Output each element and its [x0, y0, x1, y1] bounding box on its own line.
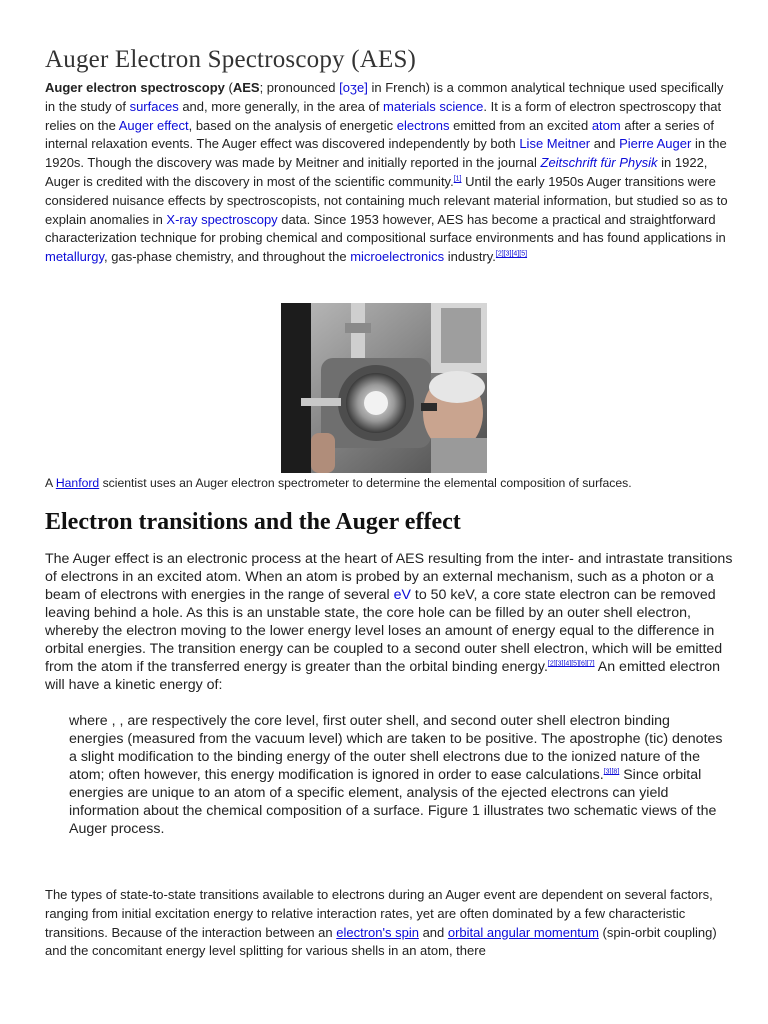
reference: [604, 768, 620, 775]
hanford-link[interactable]: Hanford: [55, 476, 100, 490]
text-run: An emitted electron will have a kinetic energy of:: [45, 659, 720, 693]
text-run: (: [224, 80, 233, 95]
pronunciation-link[interactable]: [oʒe]: [339, 80, 368, 95]
orbital-angular-momentum-link[interactable]: orbital angular momentum: [447, 924, 599, 940]
bold-term: Auger electron spectroscopy: [45, 80, 225, 95]
page-title: Auger Electron Spectroscopy (AES): [45, 46, 417, 73]
reference: [548, 660, 595, 667]
text-run: in 1922, Auger is credited with the discovery in most of the scientific community.: [45, 155, 708, 189]
metallurgy-link[interactable]: metallurgy: [45, 249, 105, 265]
text-run: in French) is a common analytical technique used specifically in the study of: [45, 80, 724, 114]
text-run: , based on the analysis of energetic: [188, 117, 397, 133]
reference: [454, 176, 462, 183]
xray-spectroscopy-link[interactable]: X-ray spectroscopy: [166, 211, 278, 227]
text-run: in the 1920s. Though the discovery was made by Meitner and initially reported in the journal: [45, 136, 727, 171]
text-run: , gas-phase chemistry, and throughout the: [104, 249, 351, 265]
microelectronics-link[interactable]: microelectronics: [350, 249, 445, 265]
ev-link[interactable]: eV: [393, 587, 411, 603]
text-run: where , , are respectively the core level, first outer shell, and second outer shell electron binding energies (measured from the vacuum level) which are taken to be positive. The apostrophe (tic) denotes a slight modification to the binding energy of the outer shell electrons due to the ionized nature of the atom; often however, this energy modification is ignored in order to ease calculations.: [69, 713, 723, 783]
abbreviation: AES: [232, 80, 260, 95]
reference-link[interactable]: [2][3][4][5]: [495, 250, 528, 258]
caption-text: scientist uses an Auger electron spectrometer to determine the elemental composition of surfaces.: [99, 476, 632, 490]
reference-link[interactable]: [1]: [453, 175, 462, 183]
journal-link[interactable]: Zeitschrift für Physik: [540, 155, 658, 171]
binding-energy-paragraph: [69, 712, 724, 838]
surfaces-link[interactable]: surfaces: [129, 98, 179, 114]
intro-paragraph: [45, 79, 735, 267]
atom-link[interactable]: atom: [591, 117, 621, 133]
reference: [496, 251, 527, 258]
text-run: and: [418, 924, 448, 940]
text-run: ; pronounced: [259, 80, 340, 95]
lise-meitner-link[interactable]: Lise Meitner: [519, 136, 591, 152]
transition-types-paragraph: [45, 886, 735, 961]
text-run: and: [590, 136, 620, 152]
text-run: to 50 keV, a core state electron can be removed leaving behind a hole. As this is an unstable state, the core hole can be filled by an outer shell electron, whereby the electron moving to the lower energy level loses an amount of energy equal to the difference in orbital energies. The transition energy can be coupled to a second outer shell electron, which will be emitted from the atom if the transferred energy is greater than the orbital binding energy.: [45, 587, 723, 675]
pierre-auger-link[interactable]: Pierre Auger: [619, 136, 692, 152]
text-run: data. Since 1953 however, AES has become a practical and straightforward characterization technique for probing chemical and compositional surface environments and has found applications in: [45, 211, 726, 246]
electrons-link[interactable]: electrons: [396, 117, 450, 133]
text-run: (spin-orbit coupling) and the concomitant energy level splitting for various shells in an atom, there: [45, 924, 717, 959]
text-run: after a series of internal relaxation events. The Auger effect was discovered independently by both: [45, 117, 714, 152]
auger-effect-paragraph: [45, 550, 735, 694]
spectrometer-photo: [281, 303, 487, 473]
text-run: and, more generally, in the area of: [178, 98, 383, 114]
text-run: The Auger effect is an electronic process at the heart of AES resulting from the inter- and intrastate transitions of electrons in an excited atom. When an atom is probed by an external mechanism, such as a photon or a beam of electrons with energies in the range of several: [45, 551, 733, 603]
figure-caption: [45, 476, 632, 490]
caption-text: A: [45, 476, 56, 490]
text-run: Until the early 1950s Auger transitions were considered nuisance effects by spectroscopists, not containing much relevant material information, but studied so as to explain anomalies in: [45, 173, 728, 227]
text-run: . It is a form of electron spectroscopy that relies on the: [45, 98, 722, 133]
auger-effect-link[interactable]: Auger effect: [118, 117, 189, 133]
text-run: The types of state-to-state transitions available to electrons during an Auger event are dependent on several factors, ranging from initial excitation energy to relative interaction rates, yet are often dominated by a few characteristic transitions. Because of the interaction between an: [45, 887, 713, 940]
reference-link[interactable]: [2][3][4][5][6][7]: [547, 660, 595, 668]
text-run: Since orbital energies are unique to an atom of a specific element, analysis of the ejected electrons can yield information about the chemical composition of a surface. Figure 1 illustrates two schematic views of the Auger process.: [69, 767, 717, 837]
materials-science-link[interactable]: materials science: [382, 98, 484, 114]
section-heading: Electron transitions and the Auger effect: [45, 509, 461, 535]
electron-spin-link[interactable]: electron's spin: [336, 924, 419, 940]
photo-illustration: [281, 303, 487, 473]
text-run: emitted from an excited: [449, 117, 592, 133]
text-run: industry.: [444, 249, 496, 265]
reference-link[interactable]: [3][8]: [603, 768, 620, 776]
